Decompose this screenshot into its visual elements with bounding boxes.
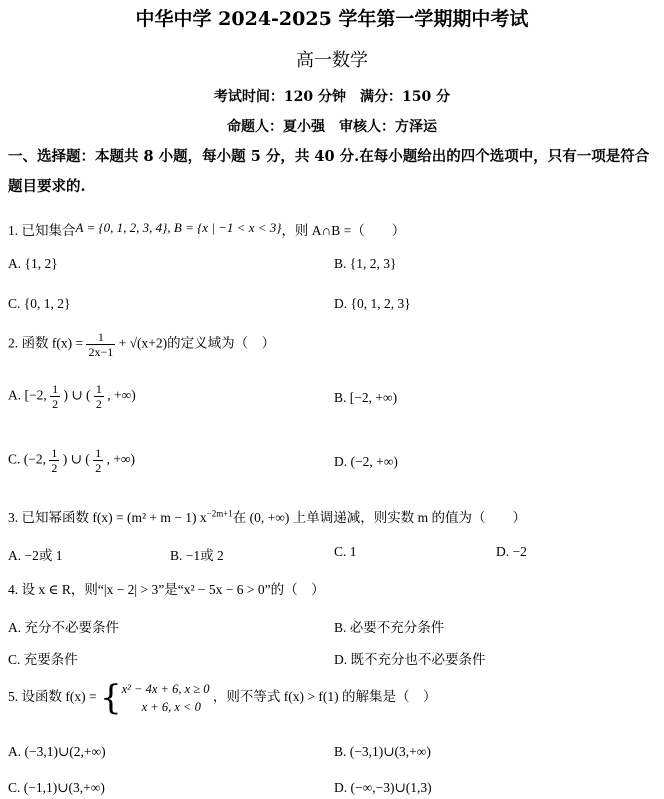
q1-option-a[interactable]: A. {1, 2}: [8, 256, 58, 271]
q3-exponent: −2m+1: [206, 508, 233, 519]
q5-case-2: x + 6, x < 0: [141, 700, 201, 714]
q3-option-c[interactable]: C. 1: [334, 544, 357, 559]
q5-stem-post: ，则不等式 f(x) > f(1) 的解集是（ ）: [212, 689, 437, 705]
exam-authors: 命题人：夏小强 审核人：方泽运: [227, 119, 437, 135]
q2-optA-frac1: [50, 382, 60, 411]
q5-option-d[interactable]: D. (−∞,−3)∪(1,3): [334, 780, 432, 795]
q3-stem-pre: 3. 已知幂函数 f(x) = (m² + m − 1) x: [8, 510, 207, 525]
question-2: [8, 330, 275, 359]
q2-optA-frac2-num: 1: [95, 382, 102, 396]
q1-option-b[interactable]: B. {1, 2, 3}: [334, 256, 397, 271]
q2-optA-right: , +∞): [107, 387, 136, 403]
section-instructions: 一、选择题：本题共 8 小题，每小题 5 分，共 40 分.在每小题给出的四个选项中，只有一项是符合题目要求的.: [8, 148, 650, 195]
q4-option-c[interactable]: C. 充要条件: [8, 652, 78, 667]
q2-optC-mid: ) ∪ (: [62, 451, 90, 467]
q2-optA-frac2-den: 2: [95, 397, 102, 411]
q2-frac-den: 2x−1: [88, 345, 114, 359]
q1-option-d[interactable]: D. {0, 1, 2, 3}: [334, 296, 411, 311]
exam-time-info: 考试时间：120 分钟 满分：150 分: [213, 89, 451, 105]
q1-stem-post: ，则 A∩B =（ ）: [281, 223, 406, 238]
q2-optC-frac2-den: 2: [95, 461, 102, 475]
q2-optA-left: [−2,: [24, 387, 47, 403]
q4-option-b[interactable]: B. 必要不充分条件: [334, 620, 445, 635]
question-3: [8, 506, 526, 526]
q3-stem-post: 在 (0, +∞) 上单调递减，则实数 m 的值为（ ）: [232, 510, 527, 525]
q2-optA-frac1-num: 1: [52, 382, 59, 396]
q2-option-b[interactable]: B. [−2, +∞): [334, 390, 398, 405]
q2-optC-left: (−2,: [23, 451, 46, 467]
q2-optC-frac1-num: 1: [51, 446, 58, 460]
q1-option-c[interactable]: C. {0, 1, 2}: [8, 296, 71, 311]
q5-option-a[interactable]: A. (−3,1)∪(2,+∞): [8, 744, 106, 759]
q3-option-d[interactable]: D. −2: [496, 544, 527, 559]
question-5: [8, 678, 436, 718]
q5-stem-pre: 5. 设函数 f(x) =: [8, 689, 97, 705]
q2-option-a[interactable]: [8, 382, 136, 411]
q2-optA-frac2: [94, 382, 104, 411]
q2-option-d[interactable]: D. (−2, +∞): [334, 454, 398, 469]
q5-case-1: x² − 4x + 6, x ≥ 0: [121, 682, 210, 696]
q2-optC-label: C.: [8, 451, 21, 467]
q1-set-a: A = {0, 1, 2, 3, 4}: [75, 220, 168, 235]
q2-optC-frac1: [49, 446, 59, 475]
q2-optC-frac2-num: 1: [95, 446, 102, 460]
q3-option-a[interactable]: A. −2或 1: [8, 548, 63, 563]
q2-optA-frac1-den: 2: [52, 397, 59, 411]
q2-optA-label: A.: [8, 387, 22, 403]
q5-option-b[interactable]: B. (−3,1)∪(3,+∞): [334, 744, 431, 759]
q1-set-b: , B = {x | −1 < x < 3}: [167, 220, 282, 235]
exam-title: 中华中学 2024-2025 学年第一学期期中考试: [135, 8, 529, 30]
q2-optC-frac1-den: 2: [51, 461, 58, 475]
q2-optA-mid: ) ∪ (: [63, 387, 91, 403]
question-1: [8, 219, 405, 239]
question-4: 4. 设 x ∈ R，则“|x − 2| > 3”是“x² − 5x − 6 > 0”的（ ）: [8, 582, 325, 597]
q2-frac-num: 1: [86, 330, 115, 345]
q2-stem-mid: + √(x+2): [118, 335, 168, 351]
q2-stem-pre: 2. 函数 f(x) =: [8, 335, 84, 351]
exam-subtitle: 高一数学: [296, 50, 368, 71]
q4-option-d[interactable]: D. 既不充分也不必要条件: [334, 652, 486, 667]
q5-cases: [122, 680, 210, 716]
q2-optC-right: , +∞): [106, 451, 136, 467]
q5-brace-icon: {: [99, 678, 122, 718]
q2-optC-frac2: [93, 446, 103, 475]
q3-option-b[interactable]: B. −1或 2: [170, 548, 224, 563]
q2-option-c[interactable]: [8, 446, 135, 475]
q1-stem-pre: 1. 已知集合: [8, 223, 76, 238]
q2-stem-post: 的定义域为（ ）: [167, 335, 276, 351]
q5-option-c[interactable]: C. (−1,1)∪(3,+∞): [8, 780, 105, 795]
q4-option-a[interactable]: A. 充分不必要条件: [8, 620, 119, 635]
q2-fraction: [86, 330, 115, 359]
